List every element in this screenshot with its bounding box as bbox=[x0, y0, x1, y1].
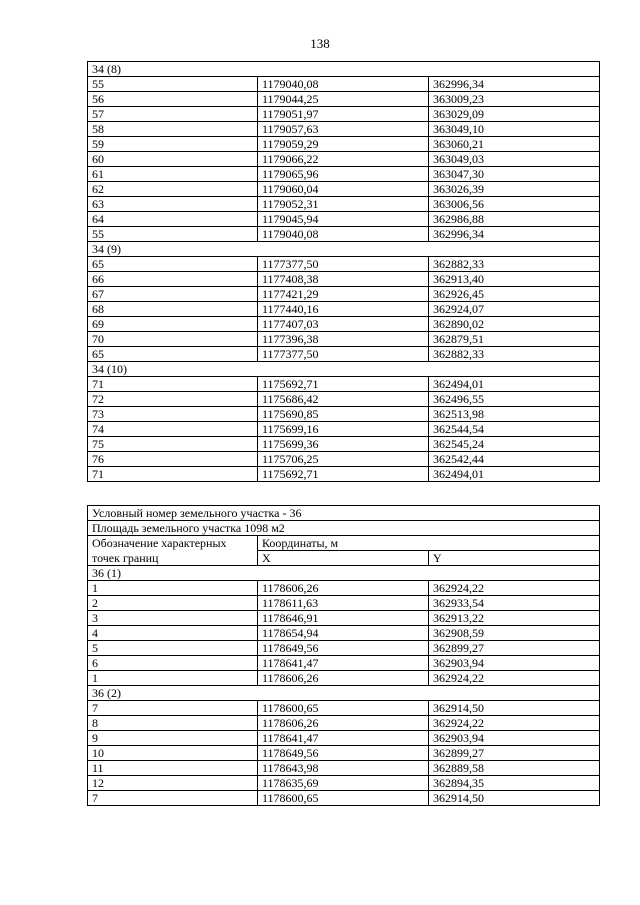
table-row bbox=[88, 212, 600, 227]
point-number: 58 bbox=[88, 122, 258, 137]
point-number: 70 bbox=[88, 332, 258, 347]
group-row bbox=[88, 362, 600, 377]
x-coordinate: 1175692,71 bbox=[258, 467, 429, 482]
point-number: 4 bbox=[88, 626, 258, 641]
x-coordinate: 1179045,94 bbox=[258, 212, 429, 227]
point-number: 66 bbox=[88, 272, 258, 287]
table-row bbox=[88, 671, 600, 686]
table-row bbox=[88, 287, 600, 302]
y-coordinate: 362914,50 bbox=[429, 701, 600, 716]
x-coordinate: 1178606,26 bbox=[258, 581, 429, 596]
y-header: Y bbox=[429, 551, 600, 566]
table-row bbox=[88, 791, 600, 806]
point-number: 68 bbox=[88, 302, 258, 317]
coordinates-table-36 bbox=[87, 505, 600, 806]
y-coordinate: 362494,01 bbox=[429, 377, 600, 392]
point-number: 7 bbox=[88, 701, 258, 716]
table-row bbox=[88, 746, 600, 761]
group-row bbox=[88, 566, 600, 581]
x-coordinate: 1175699,36 bbox=[258, 437, 429, 452]
group-label: 34 (8) bbox=[88, 62, 600, 77]
x-coordinate: 1179059,29 bbox=[258, 137, 429, 152]
y-coordinate: 362903,94 bbox=[429, 656, 600, 671]
y-coordinate: 362926,45 bbox=[429, 287, 600, 302]
x-coordinate: 1178649,56 bbox=[258, 746, 429, 761]
point-number: 75 bbox=[88, 437, 258, 452]
y-coordinate: 362924,22 bbox=[429, 671, 600, 686]
group-label: 34 (9) bbox=[88, 242, 600, 257]
point-number: 69 bbox=[88, 317, 258, 332]
table-row bbox=[88, 656, 600, 671]
table-row bbox=[88, 452, 600, 467]
x-coordinate: 1178649,56 bbox=[258, 641, 429, 656]
x-coordinate: 1179052,31 bbox=[258, 197, 429, 212]
point-number: 62 bbox=[88, 182, 258, 197]
x-coordinate: 1177396,38 bbox=[258, 332, 429, 347]
x-coordinate: 1175706,25 bbox=[258, 452, 429, 467]
y-coordinate: 363047,30 bbox=[429, 167, 600, 182]
y-coordinate: 362882,33 bbox=[429, 347, 600, 362]
table-row bbox=[88, 611, 600, 626]
table-row bbox=[88, 257, 600, 272]
x-coordinate: 1178600,65 bbox=[258, 791, 429, 806]
table-row bbox=[88, 302, 600, 317]
table-row bbox=[88, 701, 600, 716]
x-coordinate: 1178646,91 bbox=[258, 611, 429, 626]
table-row bbox=[88, 182, 600, 197]
y-coordinate: 362494,01 bbox=[429, 467, 600, 482]
point-number: 61 bbox=[88, 167, 258, 182]
x-coordinate: 1179051,97 bbox=[258, 107, 429, 122]
point-number: 60 bbox=[88, 152, 258, 167]
point-number: 74 bbox=[88, 422, 258, 437]
point-number: 8 bbox=[88, 716, 258, 731]
y-coordinate: 362890,02 bbox=[429, 317, 600, 332]
table-row bbox=[88, 347, 600, 362]
group-label: 36 (2) bbox=[88, 686, 600, 701]
x-coordinate: 1179060,04 bbox=[258, 182, 429, 197]
y-coordinate: 363009,23 bbox=[429, 92, 600, 107]
x-coordinate: 1177407,03 bbox=[258, 317, 429, 332]
y-coordinate: 362879,51 bbox=[429, 332, 600, 347]
point-number: 2 bbox=[88, 596, 258, 611]
x-coordinate: 1177408,38 bbox=[258, 272, 429, 287]
x-coordinate: 1177440,16 bbox=[258, 302, 429, 317]
y-coordinate: 363049,10 bbox=[429, 122, 600, 137]
table-row bbox=[88, 467, 600, 482]
point-number: 7 bbox=[88, 791, 258, 806]
x-coordinate: 1179040,08 bbox=[258, 227, 429, 242]
point-number: 59 bbox=[88, 137, 258, 152]
table-row bbox=[88, 641, 600, 656]
point-number: 65 bbox=[88, 257, 258, 272]
x-coordinate: 1178606,26 bbox=[258, 671, 429, 686]
x-coordinate: 1179066,22 bbox=[258, 152, 429, 167]
y-coordinate: 363006,56 bbox=[429, 197, 600, 212]
point-number: 6 bbox=[88, 656, 258, 671]
header-row-2 bbox=[88, 551, 600, 566]
x-coordinate: 1177377,50 bbox=[258, 347, 429, 362]
table-row bbox=[88, 761, 600, 776]
y-coordinate: 362996,34 bbox=[429, 77, 600, 92]
y-coordinate: 362913,40 bbox=[429, 272, 600, 287]
y-coordinate: 362899,27 bbox=[429, 641, 600, 656]
group-row bbox=[88, 62, 600, 77]
y-coordinate: 362545,24 bbox=[429, 437, 600, 452]
point-number: 71 bbox=[88, 467, 258, 482]
table-row bbox=[88, 377, 600, 392]
y-coordinate: 363049,03 bbox=[429, 152, 600, 167]
table-row bbox=[88, 332, 600, 347]
points-header: Обозначение характерных bbox=[88, 536, 258, 551]
table-row bbox=[88, 137, 600, 152]
y-coordinate: 363060,21 bbox=[429, 137, 600, 152]
table-row bbox=[88, 77, 600, 92]
table-row bbox=[88, 437, 600, 452]
point-number: 3 bbox=[88, 611, 258, 626]
y-coordinate: 362513,98 bbox=[429, 407, 600, 422]
x-coordinate: 1179057,63 bbox=[258, 122, 429, 137]
coordinates-header: Координаты, м bbox=[258, 536, 600, 551]
x-header: X bbox=[258, 551, 429, 566]
group-row bbox=[88, 242, 600, 257]
point-number: 55 bbox=[88, 77, 258, 92]
x-coordinate: 1175686,42 bbox=[258, 392, 429, 407]
point-number: 73 bbox=[88, 407, 258, 422]
group-row bbox=[88, 686, 600, 701]
point-number: 71 bbox=[88, 377, 258, 392]
group-label: 36 (1) bbox=[88, 566, 600, 581]
table-row bbox=[88, 596, 600, 611]
point-number: 67 bbox=[88, 287, 258, 302]
x-coordinate: 1178606,26 bbox=[258, 716, 429, 731]
y-coordinate: 362908,59 bbox=[429, 626, 600, 641]
point-number: 55 bbox=[88, 227, 258, 242]
x-coordinate: 1178641,47 bbox=[258, 656, 429, 671]
table-row bbox=[88, 92, 600, 107]
y-coordinate: 362924,22 bbox=[429, 581, 600, 596]
y-coordinate: 362913,22 bbox=[429, 611, 600, 626]
point-number: 10 bbox=[88, 746, 258, 761]
y-coordinate: 362894,35 bbox=[429, 776, 600, 791]
x-coordinate: 1178635,69 bbox=[258, 776, 429, 791]
table-row bbox=[88, 626, 600, 641]
parcel-area: Площадь земельного участка 1098 м2 bbox=[88, 521, 600, 536]
table-row bbox=[88, 107, 600, 122]
y-coordinate: 362542,44 bbox=[429, 452, 600, 467]
x-coordinate: 1179040,08 bbox=[258, 77, 429, 92]
table-row bbox=[88, 731, 600, 746]
y-coordinate: 362889,58 bbox=[429, 761, 600, 776]
point-number: 57 bbox=[88, 107, 258, 122]
x-coordinate: 1178654,94 bbox=[258, 626, 429, 641]
parcel-number: Условный номер земельного участка - 36 bbox=[88, 506, 600, 521]
point-number: 1 bbox=[88, 671, 258, 686]
point-number: 63 bbox=[88, 197, 258, 212]
y-coordinate: 362914,50 bbox=[429, 791, 600, 806]
point-number: 64 bbox=[88, 212, 258, 227]
x-coordinate: 1178643,98 bbox=[258, 761, 429, 776]
table-row bbox=[88, 197, 600, 212]
x-coordinate: 1178641,47 bbox=[258, 731, 429, 746]
x-coordinate: 1177377,50 bbox=[258, 257, 429, 272]
point-number: 1 bbox=[88, 581, 258, 596]
table-area-row bbox=[88, 521, 600, 536]
table-row bbox=[88, 272, 600, 287]
table-row bbox=[88, 392, 600, 407]
table-row bbox=[88, 227, 600, 242]
y-coordinate: 362996,34 bbox=[429, 227, 600, 242]
point-number: 12 bbox=[88, 776, 258, 791]
table-row bbox=[88, 422, 600, 437]
y-coordinate: 362544,54 bbox=[429, 422, 600, 437]
table-row bbox=[88, 581, 600, 596]
point-number: 72 bbox=[88, 392, 258, 407]
x-coordinate: 1178600,65 bbox=[258, 701, 429, 716]
x-coordinate: 1179065,96 bbox=[258, 167, 429, 182]
table-row bbox=[88, 407, 600, 422]
table-row bbox=[88, 716, 600, 731]
x-coordinate: 1179044,25 bbox=[258, 92, 429, 107]
table-row bbox=[88, 122, 600, 137]
coordinates-table-34 bbox=[87, 61, 600, 482]
point-number: 9 bbox=[88, 731, 258, 746]
group-label: 34 (10) bbox=[88, 362, 600, 377]
point-number: 56 bbox=[88, 92, 258, 107]
y-coordinate: 362986,88 bbox=[429, 212, 600, 227]
table-row bbox=[88, 167, 600, 182]
y-coordinate: 363029,09 bbox=[429, 107, 600, 122]
y-coordinate: 362496,55 bbox=[429, 392, 600, 407]
point-number: 5 bbox=[88, 641, 258, 656]
y-coordinate: 362903,94 bbox=[429, 731, 600, 746]
x-coordinate: 1177421,29 bbox=[258, 287, 429, 302]
y-coordinate: 363026,39 bbox=[429, 182, 600, 197]
points-header-cont: точек границ bbox=[88, 551, 258, 566]
page-number: 138 bbox=[310, 36, 330, 51]
point-number: 76 bbox=[88, 452, 258, 467]
x-coordinate: 1175690,85 bbox=[258, 407, 429, 422]
y-coordinate: 362924,22 bbox=[429, 716, 600, 731]
table-title-row bbox=[88, 506, 600, 521]
y-coordinate: 362899,27 bbox=[429, 746, 600, 761]
x-coordinate: 1178611,63 bbox=[258, 596, 429, 611]
point-number: 11 bbox=[88, 761, 258, 776]
x-coordinate: 1175692,71 bbox=[258, 377, 429, 392]
header-row-1 bbox=[88, 536, 600, 551]
table-row bbox=[88, 317, 600, 332]
y-coordinate: 362924,07 bbox=[429, 302, 600, 317]
point-number: 65 bbox=[88, 347, 258, 362]
y-coordinate: 362933,54 bbox=[429, 596, 600, 611]
table-row bbox=[88, 776, 600, 791]
table-row bbox=[88, 152, 600, 167]
x-coordinate: 1175699,16 bbox=[258, 422, 429, 437]
y-coordinate: 362882,33 bbox=[429, 257, 600, 272]
